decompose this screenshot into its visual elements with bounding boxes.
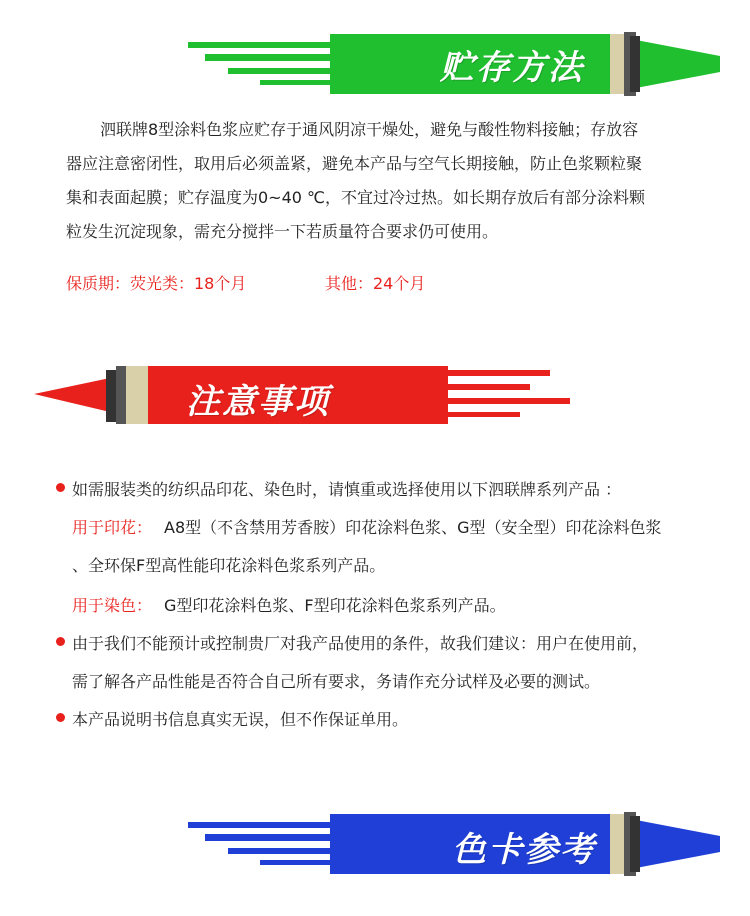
storage-title: 贮存方法 — [440, 48, 584, 88]
blue-paint-brush-icon — [0, 810, 750, 880]
dye-label: 用于染色： — [72, 596, 153, 615]
bullet-2 — [56, 637, 65, 646]
storage-line-3: 集和表面起膜；贮存温度为0~40 ℃，不宜过冷过热。如长期存放后有部分涂料颗 — [66, 188, 646, 207]
colorcard-banner — [0, 810, 750, 880]
print-label: 用于印花： — [72, 518, 153, 537]
print-text-2: 、全环保F型高性能印花涂料色浆系列产品。 — [72, 556, 386, 575]
note-item-3: 本产品说明书信息真实无误，但不作保证单用。 — [72, 710, 409, 729]
bullet-1 — [56, 483, 65, 492]
shelf-life-other: 其他：24个月 — [325, 274, 426, 293]
print-text: A8型（不含禁用芳香胺）印花涂料色浆、G型（安全型）印花涂料色浆 — [164, 518, 662, 537]
storage-line-2: 器应注意密闭性，取用后必须盖紧，避免本产品与空气长期接触，防止色浆颗粒聚 — [66, 154, 643, 173]
notes-banner — [0, 360, 750, 430]
storage-banner — [0, 28, 750, 98]
colorcard-title: 色卡参考 — [452, 830, 596, 870]
note-item-1: 如需服装类的纺织品印花、染色时，请慎重或选择使用以下泗联牌系列产品 ： — [72, 480, 622, 499]
note-item-2-line-2: 需了解各产品性能是否符合自己所有要求，务请作充分试样及必要的测试。 — [72, 672, 601, 691]
bullet-3 — [56, 713, 65, 722]
notes-title: 注意事项 — [186, 382, 330, 422]
storage-line-1: 泗联牌8型涂料色浆应贮存于通风阴凉干燥处，避免与酸性物料接触；存放容 — [100, 120, 639, 139]
note-item-2-line-1: 由于我们不能预计或控制贵厂对我产品使用的条件，故我们建议：用户在使用前， — [72, 634, 649, 653]
shelf-life-fluor: 保质期：荧光类：18个月 — [66, 274, 247, 293]
dye-text: G型印花涂料色浆、F型印花涂料色浆系列产品。 — [164, 596, 506, 615]
red-paint-brush-icon — [0, 360, 750, 430]
storage-line-4: 粒发生沉淀现象，需充分搅拌一下若质量符合要求仍可使用。 — [66, 222, 499, 241]
green-paint-brush-icon — [0, 28, 750, 98]
